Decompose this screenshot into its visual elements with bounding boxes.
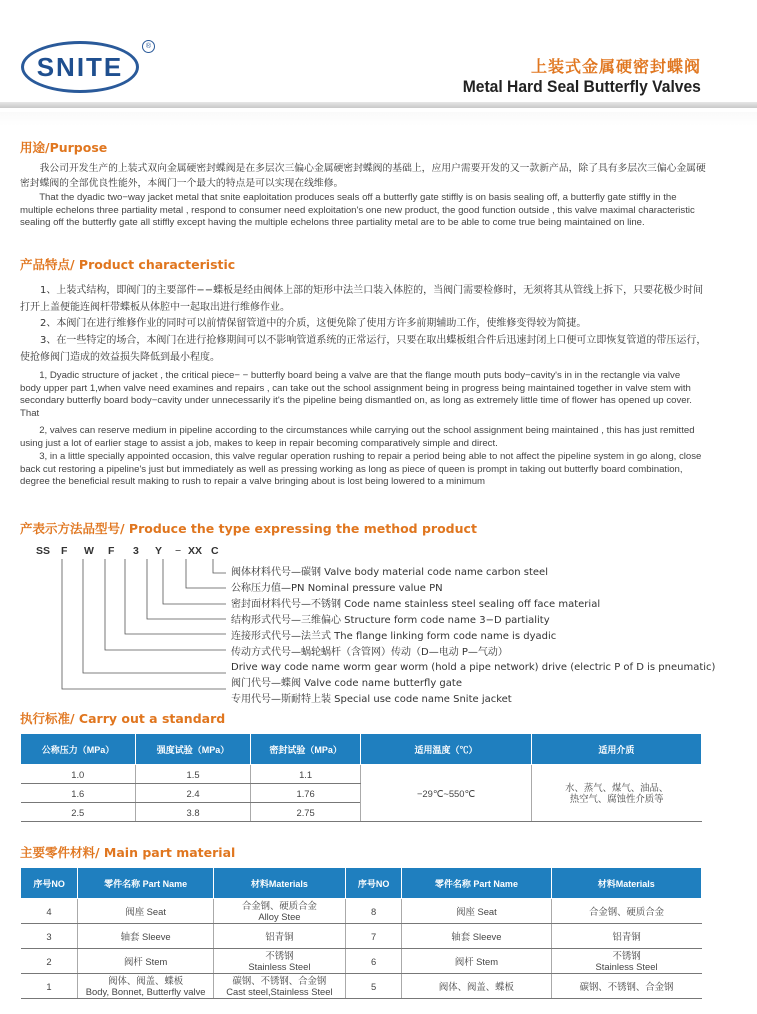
cell: 1.76 (251, 784, 361, 803)
cell: 5 (345, 974, 401, 999)
cell-line: 阀座 Seat (456, 905, 497, 917)
cell-line: 阀杆 Stem (124, 955, 168, 967)
cell-line: Alloy Stee (258, 911, 301, 922)
purpose-text-en: That the dyadic two−way jacket metal that snite eaploitation produces seals off a butterfly gate stiffly is on basis sealing off, a butterfly gate stiffly in the multiple echelons three partiality metal , respond to consumer need exploitation's one new product, the good function outside , this valve maximal characteristic sealing off the butterfly gate all stiffly except having the multiple echelons three partiality metal are to be able to come true being maintained on line. (20, 192, 695, 229)
cell: 2.75 (251, 803, 361, 822)
cell (551, 899, 701, 924)
cell (78, 974, 214, 999)
legend-item: 公称压力值—PN Nominal pressure value PN (231, 582, 443, 594)
cell: 8 (345, 899, 401, 924)
logo-text: SNITE (36, 51, 124, 82)
purpose-text-cn: 我公司开发生产的上装式双向金属硬密封蝶阀是在多层次三偏心金属硬密封蝶阀的基础上，应用户需要开发的又一款新产品，除了具有多层次三偏心金属硬密封蝶阀的全部优良性能外，本阀门一个最大的特点是可以实现在线维修。 (20, 163, 706, 189)
cell-line: 不锈钢 (612, 950, 641, 961)
code-part-ss: SS (36, 545, 51, 557)
table-header-row (21, 734, 702, 765)
standard-table (20, 733, 702, 822)
page-title-cn: 上装式金属硬密封蝶阀 (530, 57, 701, 76)
col-header: 零件名称 Part Name (402, 868, 551, 899)
cell (78, 899, 214, 924)
cell-line: 合金钢、硬质合金 (589, 905, 665, 917)
code-part-w: W (84, 545, 94, 557)
cell (78, 924, 214, 949)
registered-mark: ® (142, 40, 155, 53)
characteristic-en-2: 2, valves can reserve medium in pipeline according to the circumstances while carrying out the school assignment being maintained , this has just remitted using just a lot of earlier stage to assist a job, makes to keep in repair becoming comparatively simple and direct. (20, 425, 695, 449)
legend-item: 结构形式代号—三维偏心 Structure form code name 3−D partiality (231, 614, 550, 626)
code-part-xx: XX (188, 545, 203, 557)
cell (402, 974, 551, 999)
cell (213, 949, 345, 974)
cell-line: 轴套 Sleeve (451, 930, 502, 942)
cell: 2 (21, 949, 78, 974)
cell-line: 铝青铜 (612, 930, 641, 942)
cell (213, 974, 345, 999)
cell (551, 924, 701, 949)
code-part-y: Y (155, 545, 163, 557)
table-row (21, 899, 702, 924)
cell-line: Body, Bonnet, Butterfly valve (85, 986, 206, 997)
cell (551, 974, 701, 999)
legend-item: 专用代号—斯耐特上装 Special use code name Snite jacket (231, 694, 512, 706)
legend-item: 阀门代号—蝶阀 Valve code name butterfly gate (231, 678, 462, 690)
cell-line: 阀体、阀盖、蝶板 (108, 975, 184, 986)
cell-line: Stainless Steel (248, 961, 311, 972)
characteristic-en-1: 1, Dyadic structure of jacket , the critical piece− − butterfly board being a valve are that the flange mouth puts body−cavity's in in the rectangle via valve body upper part 1,when valve need examines and repairs , can take out the school assignment being in progress being maintained together in valve stem with secondary butterfly board body−cavity under unnecessarily it's the pipeline being dismantled on, as long as extremely little time of flower has opened up cover. That (20, 370, 692, 419)
standard-heading: 执行标准/ Carry out a standard (20, 711, 226, 726)
col-header: 材料Materials (213, 868, 345, 899)
cell-line: 碳钢、不锈钢、合金钢 (579, 980, 674, 992)
type-code-heading: 产表示方法品型号/ Produce the type expressing the method product (20, 521, 477, 536)
col-header: 零件名称 Part Name (78, 868, 214, 899)
cell: 3.8 (136, 803, 251, 822)
cell: 1.0 (21, 765, 136, 784)
cell (402, 949, 551, 974)
cell (78, 949, 214, 974)
cell: 7 (345, 924, 401, 949)
legend-item: 密封面材料代号—不锈钢 Code name stainless steel sealing off face material (231, 598, 601, 610)
cell-line: 轴套 Sleeve (120, 930, 171, 942)
cell-line: 合金钢、硬质合金 (241, 900, 317, 911)
materials-table (20, 867, 702, 999)
col-header: 适用温度（℃） (361, 734, 532, 765)
table-header-row (21, 868, 702, 899)
cell-line: 阀体、阀盖、蝶板 (438, 980, 514, 992)
cell: 1.5 (136, 765, 251, 784)
cell-line: 不锈钢 (265, 950, 294, 961)
medium-cell (531, 765, 701, 822)
table-row (21, 974, 702, 999)
cell (213, 924, 345, 949)
legend-item: 阀体材料代号—碳钢 Valve body material code name carbon steel (231, 567, 548, 578)
cell: 2.5 (21, 803, 136, 822)
col-header: 适用介质 (531, 734, 701, 765)
code-part-3: 3 (133, 545, 139, 557)
col-header: 序号NO (21, 868, 78, 899)
characteristic-cn-1: 1、上装式结构，即阀门的主要部件−−蝶板是经由阀体上部的矩形中法兰口装入体腔的，当阀门需要检修时，无须将其从管线上拆下，只要花极少时间打开上盖便能连阀杆带蝶板从体腔中一起取出进行维修作业。 (20, 285, 704, 313)
col-header: 公称压力（MPa） (21, 734, 136, 765)
cell-line: 碳钢、不锈钢、合金钢 (232, 975, 327, 986)
cell: 3 (21, 924, 78, 949)
cell-line: Cast steel,Stainless Steel (226, 986, 333, 997)
cell: 1 (21, 974, 78, 999)
characteristic-cn-2: 2、本阀门在进行维修作业的同时可以前情保留管道中的介质，这便免除了使用方许多前期辅助工作，使维修变得较为简捷。 (40, 318, 587, 329)
code-part-f1: F (61, 545, 68, 557)
cell: 1.6 (21, 784, 136, 803)
legend-item: 连接形式代号—法兰式 The flange linking form code name is dyadic (231, 630, 557, 642)
characteristic-en-3: 3, in a little specially appointed occasion, this valve regular operation rushing to repair a period being able to not affect the pipeline system in go along, close back cut restoring a pipeline's just but immediately as well as pressing working as long as piece of queen is prompt in taking out butterfly board combination, degree the beneficial result making to rush to repair a valve bringing about is lost being lowered to a minimum (20, 451, 702, 488)
cell-line: Stainless Steel (595, 961, 658, 972)
cell: 2.4 (136, 784, 251, 803)
col-header: 密封试验（MPa） (251, 734, 361, 765)
table-row (21, 765, 702, 784)
characteristic-cn-3: 3、在一些特定的场合，本阀门在进行抢修期间可以不影响管道系统的正常运行，只要在取出蝶板组合件后迅速封闭上口便可立即恢复管道的带压运行，使抢修阀门造成的效益损失降低到最小程度。 (20, 335, 707, 363)
purpose-heading: 用途/Purpose (20, 140, 108, 155)
temperature-cell: −29℃~550℃ (361, 765, 532, 822)
code-part-dash: − (175, 545, 182, 557)
code-part-f2: F (108, 545, 115, 557)
materials-heading: 主要零件材料/ Main part material (20, 845, 236, 860)
cell (402, 924, 551, 949)
col-header: 材料Materials (551, 868, 701, 899)
cell: 6 (345, 949, 401, 974)
cell-line: 铝青铜 (265, 930, 294, 942)
code-legend (231, 565, 715, 708)
page-title-en: Metal Hard Seal Butterfly Valves (462, 77, 701, 96)
cell: 1.1 (251, 765, 361, 784)
legend-item: 传动方式代号—蜗轮蜗杆（含管网）传动（D—电动 P—气动） (231, 646, 508, 658)
legend-item: Drive way code name worm gear worm (hold a pipe network) drive (electric P of D is pneumatic) (231, 662, 716, 674)
cell (402, 899, 551, 924)
code-part-c: C (211, 545, 219, 557)
medium-line: 水、蒸气、煤气、油品、 (565, 782, 669, 793)
col-header: 强度试验（MPa） (136, 734, 251, 765)
characteristic-heading: 产品特点/ Product characteristic (20, 257, 236, 272)
cell: 4 (21, 899, 78, 924)
cell-line: 阀座 Seat (125, 905, 166, 917)
cell (213, 899, 345, 924)
cell-line: 阀杆 Stem (454, 955, 499, 967)
cell (551, 949, 701, 974)
medium-line: 热空气、腐蚀性介质等 (569, 793, 664, 804)
table-row (21, 924, 702, 949)
table-row (21, 949, 702, 974)
col-header: 序号NO (345, 868, 401, 899)
